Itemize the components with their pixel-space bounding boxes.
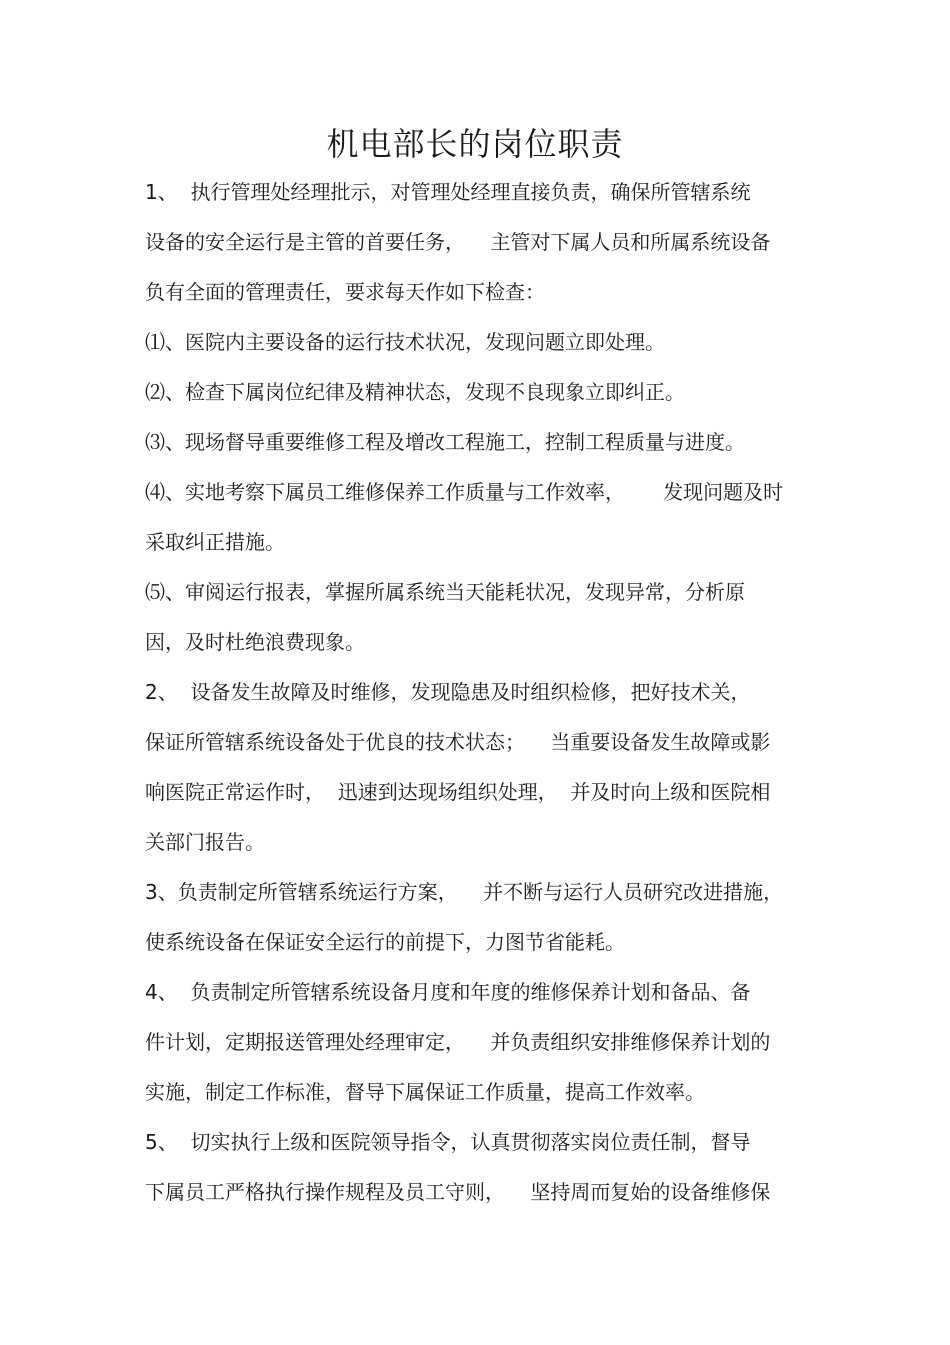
- text-line: 2、 设备发生故障及时维修，发现隐患及时组织检修，把好技术关，: [145, 680, 751, 704]
- text-line: ⑵、检查下属岗位纪律及精神状态，发现不良现象立即纠正。: [145, 380, 685, 404]
- text-line: 关部门报告。: [145, 830, 265, 854]
- text-line: 件计划，定期报送管理处经理审定， 并负责组织安排维修保养计划的: [145, 1030, 771, 1054]
- text-line: 负有全面的管理责任，要求每天作如下检查：: [145, 280, 545, 304]
- text-line: 使系统设备在保证安全运行的前提下，力图节省能耗。: [145, 930, 625, 954]
- text-line: 4、 负责制定所管辖系统设备月度和年度的维修保养计划和备品、备: [145, 980, 751, 1004]
- text-line: ⑷、实地考察下属员工维修保养工作质量与工作效率， 发现问题及时: [145, 480, 784, 504]
- text-line: 3、负责制定所管辖系统运行方案， 并不断与运行人员研究改进措施，: [145, 880, 784, 904]
- text-line: ⑴、医院内主要设备的运行技术状况，发现问题立即处理。: [145, 330, 665, 354]
- text-line: 实施，制定工作标准，督导下属保证工作质量，提高工作效率。: [145, 1080, 705, 1104]
- text-line: 5、 切实执行上级和医院领导指令，认真贯彻落实岗位责任制，督导: [145, 1130, 751, 1154]
- text-line: 1、 执行管理处经理批示，对管理处经理直接负责，确保所管辖系统: [145, 180, 751, 204]
- text-line: 采取纠正措施。: [145, 530, 285, 554]
- text-line: ⑸、审阅运行报表，掌握所属系统当天能耗状况，发现异常，分析原: [145, 580, 745, 604]
- document-title: 机电部长的岗位职责: [326, 125, 624, 163]
- text-line: 设备的安全运行是主管的首要任务， 主管对下属人员和所属系统设备: [145, 230, 771, 254]
- text-line: 响医院正常运作时， 迅速到达现场组织处理， 并及时向上级和医院相: [145, 780, 771, 804]
- text-line: 因，及时杜绝浪费现象。: [145, 630, 365, 654]
- text-line: ⑶、现场督导重要维修工程及增改工程施工，控制工程质量与进度。: [145, 430, 745, 454]
- text-line: 保证所管辖系统设备处于优良的技术状态； 当重要设备发生故障或影: [145, 730, 771, 754]
- text-line: 下属员工严格执行操作规程及员工守则， 坚持周而复始的设备维修保: [145, 1180, 771, 1204]
